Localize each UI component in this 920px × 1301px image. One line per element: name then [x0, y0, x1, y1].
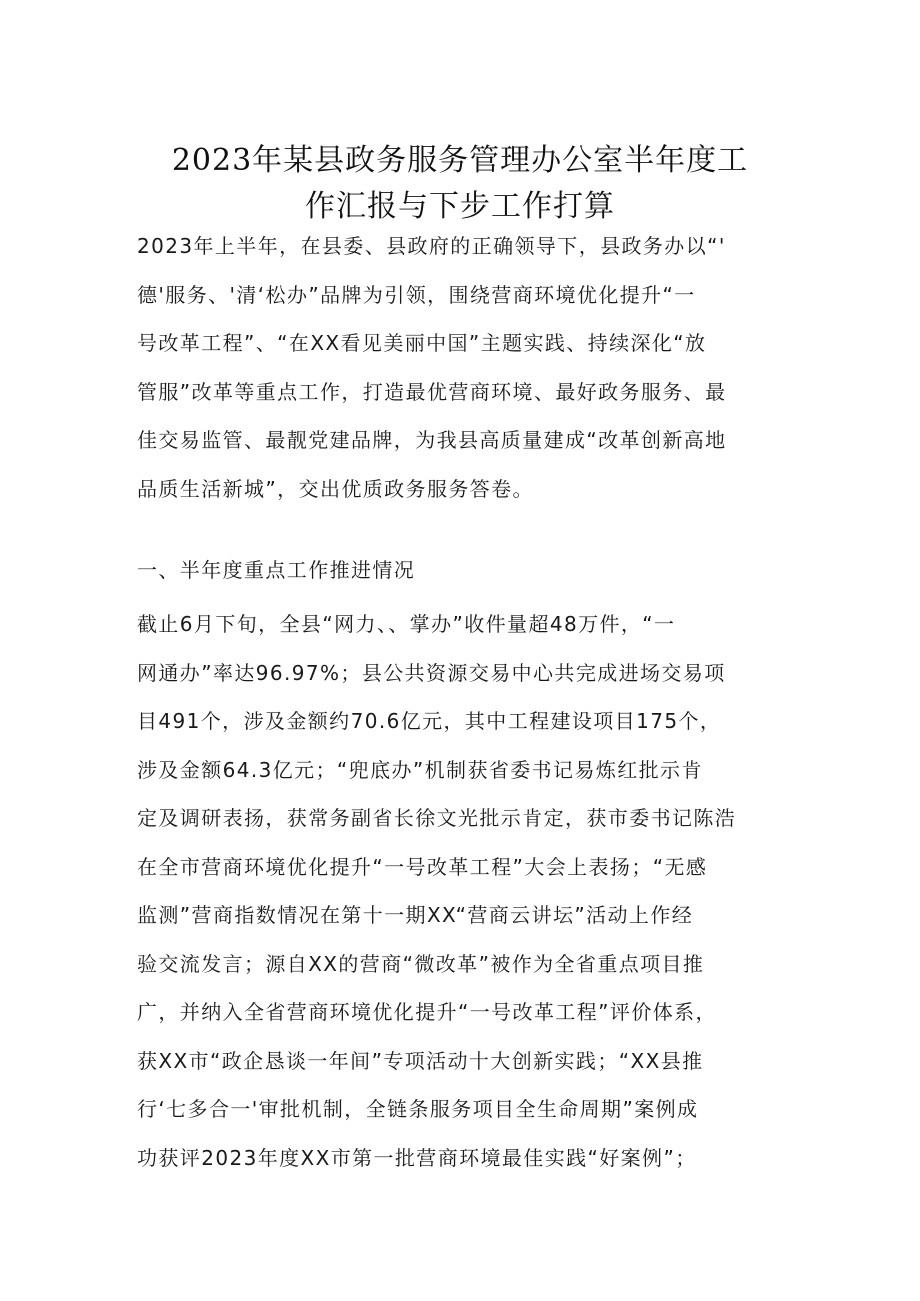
- paragraph-line: 获XX市“政企恳谈一年间”专项活动十大创新实践；“XX县推: [137, 1048, 704, 1073]
- paragraph-line: 涉及金额64.3亿元；“兜底办”机制获省委书记易炼红批示肯: [137, 757, 703, 782]
- title-line: 作汇报与下步工作打算: [305, 189, 615, 224]
- paragraph-line: 功获评2023年度XX市第一批营商环境最佳实践“好案例”；: [137, 1145, 697, 1170]
- paragraph-line: 德'服务、'清‘松办”品牌为引领，围绕营商环境优化提升“一: [137, 282, 696, 307]
- paragraph-line: 品质生活新城”，交出优质政务服务答卷。: [137, 476, 534, 501]
- paragraph-line: 定及调研表扬，获常务副省长徐文光批示肯定，获市委书记陈浩: [137, 806, 737, 830]
- paragraph-line: 截止6月下旬，全县“网力、、掌办”收件量超48万件，“一: [137, 612, 676, 636]
- paragraph-line: 监测”营商指数情况在第十一期XX“营商云讲坛”活动上作经: [137, 903, 694, 927]
- title-line: 2023年某县政务服务管理办公室半年度工: [171, 143, 749, 178]
- paragraph-line: 网通办”率达96.97%；县公共资源交易中心共完成进场交易项: [137, 660, 726, 685]
- paragraph-line: 管服”改革等重点工作，打造最优营商环境、最好政务服务、最: [137, 379, 727, 404]
- paragraph-line: 佳交易监管、最靓党建品牌，为我县高质量建成“改革创新高地: [137, 428, 727, 452]
- section-heading: [137, 546, 787, 595]
- progress-paragraph: [137, 600, 787, 1182]
- paragraph-line: 目491个，涉及金额约70.6亿元，其中工程建设项目175个，: [137, 709, 722, 733]
- document-title: [120, 138, 800, 230]
- intro-paragraph: [137, 222, 787, 513]
- paragraph-line: 行‘七多合一'审批机制，全链条服务项目全生命周期”案例成: [137, 1097, 699, 1121]
- paragraph-line: 验交流发言；源自XX的营商“微改革”被作为全省重点项目推: [137, 951, 705, 976]
- paragraph-line: 2023年上半年，在县委、县政府的正确领导下，县政务办以“': [137, 234, 726, 258]
- paragraph-line: 广，并纳入全省营商环境优化提升“一号改革工程”评价体系，: [137, 1000, 717, 1024]
- section-heading-text: 一、半年度重点工作推进情况: [137, 558, 416, 582]
- paragraph-line: 号改革工程”、“在XX看见美丽中国”主题实践、持续深化“放: [137, 331, 707, 355]
- paragraph-line: 在全市营商环境优化提升“一号改革工程”大会上表扬；“无感: [137, 854, 708, 879]
